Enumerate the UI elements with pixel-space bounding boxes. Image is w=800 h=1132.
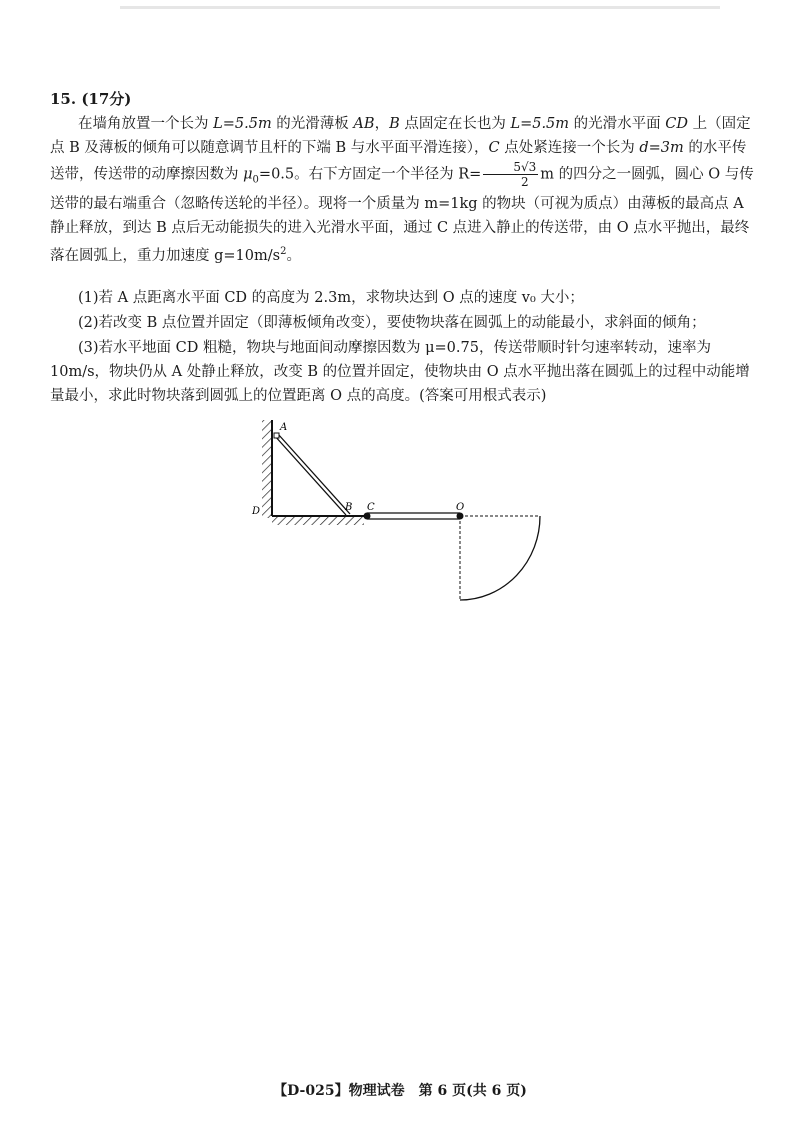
body-text-10: m 的四分之一圆弧，圆心 O 与传送带的最右端重合（忽略传送轮的半径）。现将一个质量为 m=1kg 的物块（可视为质点）由薄板的最高点 A 静止释放，到达 B 点后无动能损失的进入光滑水平面，通过 C 点进入静止的传送带，由 O 点水平抛出，最终落在圆弧上，重力加速度 g=10m/s bbox=[50, 166, 754, 265]
label-o: O bbox=[456, 502, 465, 513]
var-b: B bbox=[389, 116, 400, 132]
quarter-arc bbox=[460, 516, 540, 600]
sub-question-2: (2)若改变 B 点位置并固定（即薄板倾角改变），要使物块落在圆弧上的动能最小，求斜面的倾角； bbox=[78, 315, 706, 331]
block-at-a bbox=[274, 433, 279, 438]
label-c: C bbox=[367, 502, 375, 513]
fraction-denominator: 2 bbox=[520, 175, 529, 189]
var-ab: AB bbox=[353, 116, 375, 132]
question-body bbox=[50, 112, 760, 268]
body-text-2: 的光滑薄板 bbox=[271, 116, 354, 132]
var-cd: CD bbox=[665, 116, 688, 132]
plank-ab-edge-1 bbox=[274, 435, 346, 515]
var-l: L=5.5m bbox=[213, 116, 272, 132]
body-text-4: 点固定在长也为 bbox=[399, 116, 511, 132]
var-mu: μ bbox=[243, 166, 253, 183]
var-d: d=3m bbox=[639, 140, 684, 156]
diagram-svg bbox=[240, 418, 560, 608]
body-text-1: 在墙角放置一个长为 bbox=[78, 116, 214, 132]
body-text-3: ， bbox=[374, 116, 390, 132]
label-b: B bbox=[345, 502, 353, 513]
wall-hatching bbox=[262, 420, 272, 518]
var-l2: L=5.5m bbox=[510, 116, 570, 132]
conveyor-wheel-c bbox=[364, 513, 371, 520]
fraction-numerator: 5√3 bbox=[483, 160, 538, 175]
label-d: D bbox=[252, 506, 261, 517]
plank-ab-edge-2 bbox=[278, 434, 353, 514]
body-text-5: 的光滑水平面 bbox=[569, 116, 666, 132]
question-number: 15. (17分) bbox=[50, 90, 132, 108]
body-text-7: 点处紧连接一个长为 bbox=[499, 140, 640, 156]
body-text-6: 上（固定点 B 及薄板的倾角可以随意调节且杆的下端 B 与水平面平滑连接）， bbox=[50, 116, 751, 156]
mu-subscript: 0 bbox=[252, 174, 259, 186]
floor-hatching bbox=[272, 516, 364, 525]
page-footer: 【D-025】物理试卷 第 6 页(共 6 页) bbox=[273, 1083, 527, 1099]
scan-edge-line bbox=[120, 6, 720, 9]
body-text-9: =0.5。右下方固定一个半径为 R= bbox=[258, 166, 482, 183]
g-superscript: 2 bbox=[280, 246, 287, 258]
body-text-8: 的水平传送带，传送带的动摩擦因数为 bbox=[50, 140, 747, 183]
var-c: C bbox=[488, 140, 500, 156]
physics-diagram bbox=[240, 418, 560, 608]
label-a: A bbox=[280, 422, 288, 433]
radius-fraction bbox=[483, 160, 538, 189]
body-text-11: 。 bbox=[286, 248, 301, 265]
sub-question-1: (1)若 A 点距离水平面 CD 的高度为 2.3m，求物块达到 O 点的速度 v₀ 大小； bbox=[78, 290, 584, 306]
sub-question-3: (3)若水平地面 CD 粗糙，物块与地面间动摩擦因数为 μ=0.75，传送带顺时针匀速率转动，速率为10m/s，物块仍从 A 处静止释放，改变 B 的位置并固定，使物块由 O 点水平抛出落在圆弧上的过程中动能增量最小，求此时物块落到圆弧上的位置距离 O 点的高度。(答案可用根式表示) bbox=[50, 340, 750, 404]
